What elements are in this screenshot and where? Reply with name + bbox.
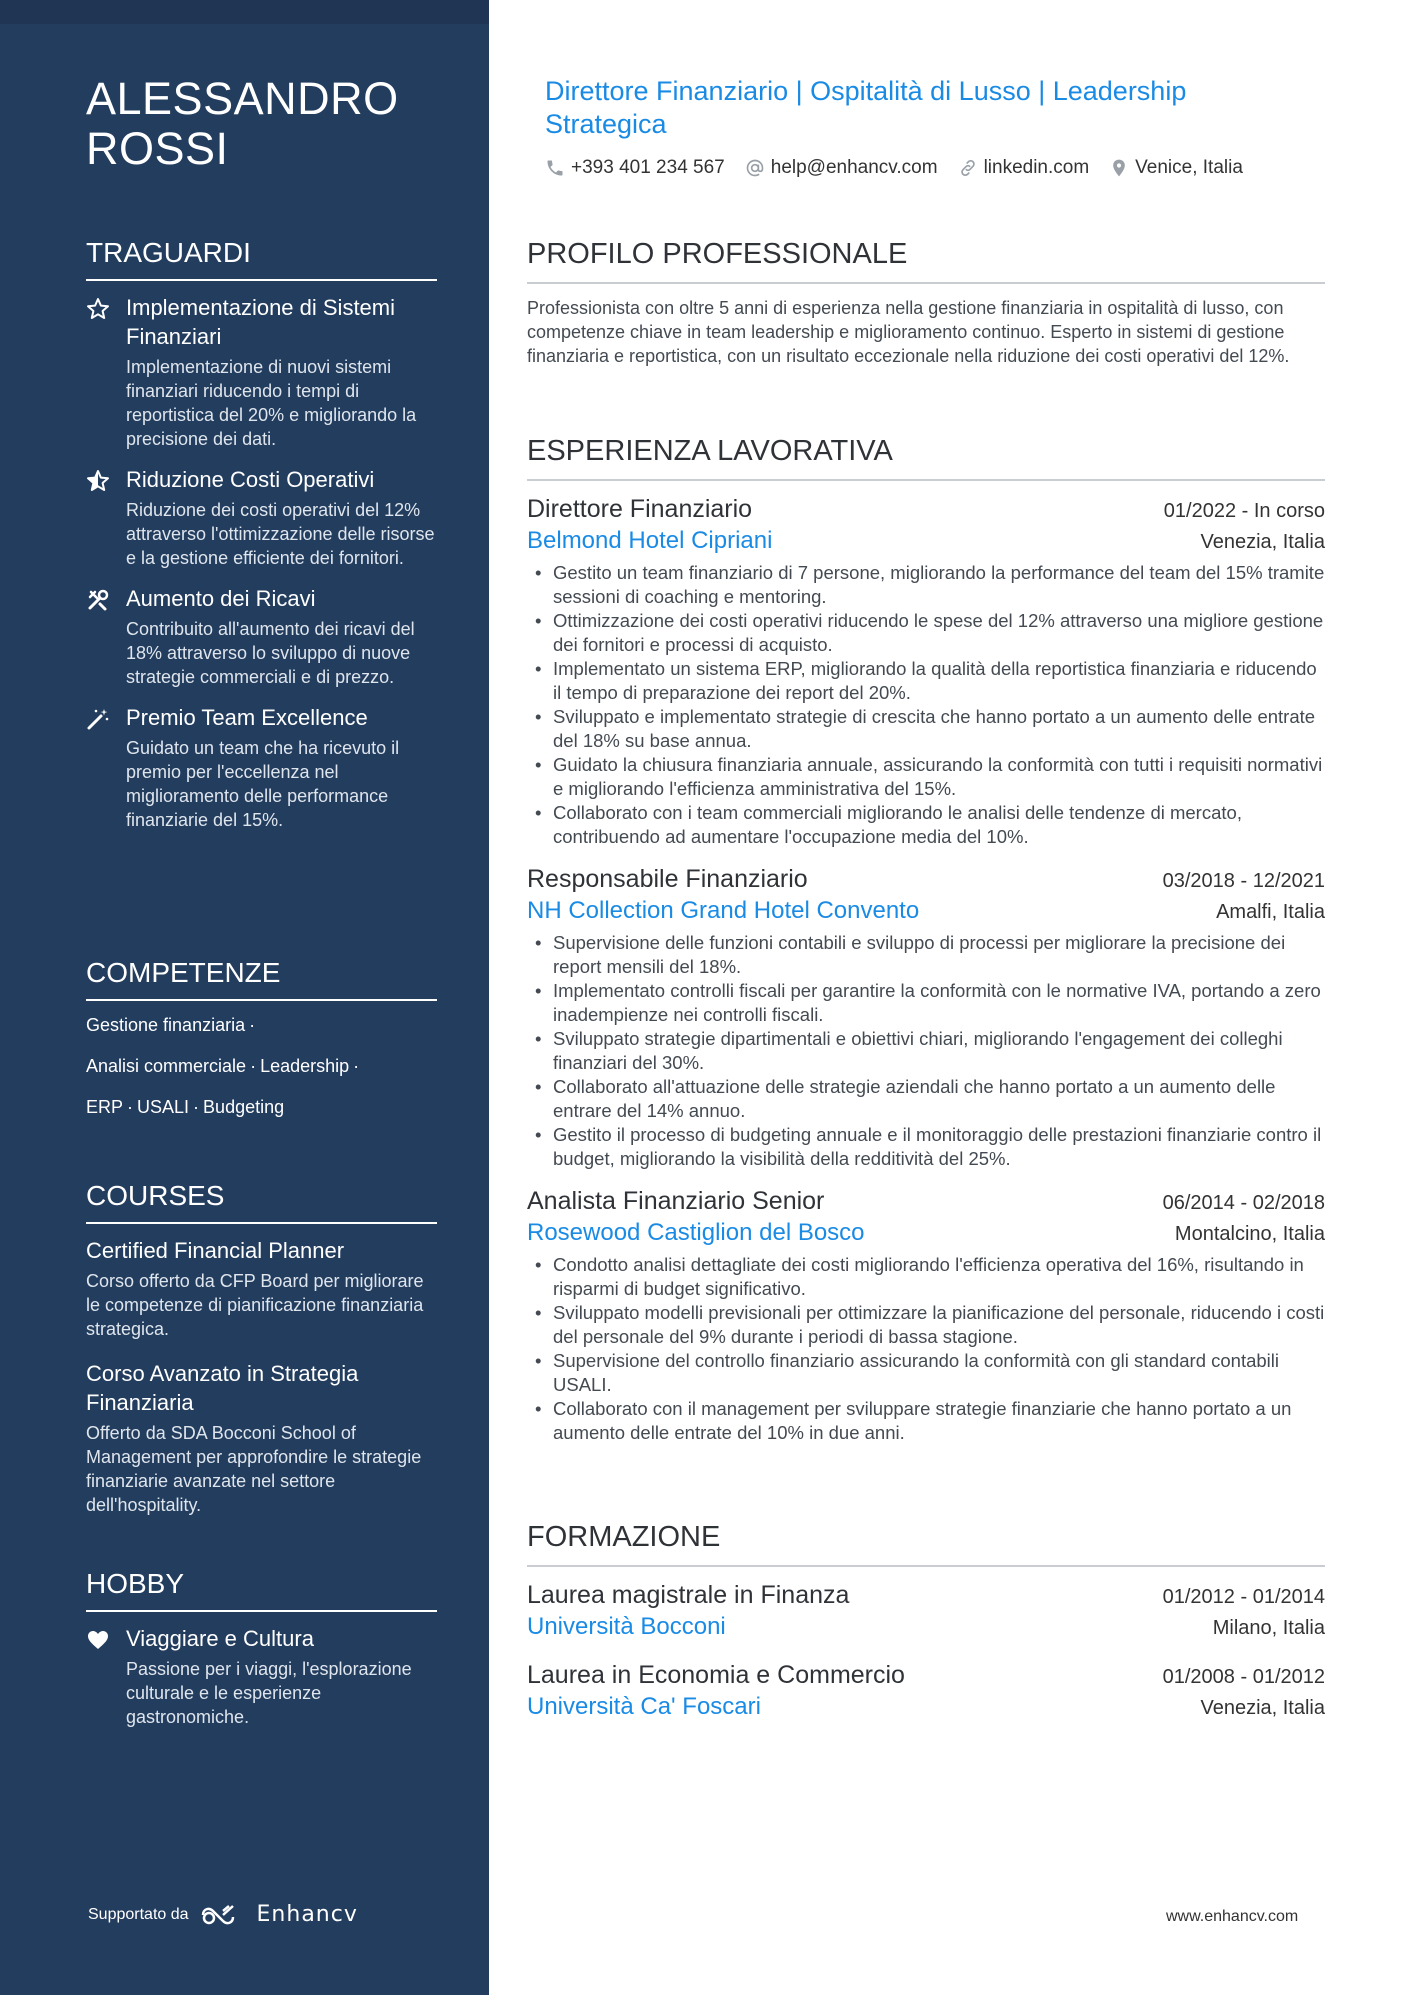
magic-wand-icon <box>86 707 110 731</box>
course-desc: Offerto da SDA Bocconi School of Management per approfondire le strategie finanziarie avanzate nel settore dell'hospitality. <box>86 1423 422 1515</box>
skill-tag: USALI <box>137 1097 190 1117</box>
education-dates: 01/2012 - 01/2014 <box>1162 1586 1325 1608</box>
email-text: help@enhancv.com <box>770 157 938 178</box>
enhancv-logo-icon <box>199 1903 247 1927</box>
school-name: Università Ca' Foscari <box>527 1693 761 1720</box>
achievements-section <box>86 236 437 846</box>
job-bullet: • Implementato controlli fiscali per garantire la conformità con le normative IVA, portando a zero inadempienze nei controlli fiscali. <box>527 979 1325 1027</box>
company-name: Belmond Hotel Cipriani <box>527 527 773 554</box>
job-bullet: • Condotto analisi dettagliate dei costi migliorando l'efficienza operativa del 16%, risultando in risparmi di budget significativo. <box>527 1253 1325 1301</box>
job-bullets <box>527 561 1325 849</box>
job-bullet: • Sviluppato strategie dipartimentali e obiettivi chiari, migliorando l'engagement dei colleghi finanziari del 30%. <box>527 1027 1325 1075</box>
degree-title: Laurea in Economia e Commercio <box>527 1661 905 1689</box>
achievement-desc: Riduzione dei costi operativi del 12% attraverso l'ottimizzazione delle risorse e la gestione efficiente dei fornitori. <box>126 500 435 568</box>
job-entry <box>527 1185 1325 1445</box>
job-dates: 03/2018 - 12/2021 <box>1162 870 1325 892</box>
location-text: Venice, Italia <box>1135 157 1243 178</box>
hobby-desc: Passione per i viaggi, l'esplorazione culturale e le esperienze gastronomiche. <box>126 1659 412 1727</box>
experience-section <box>527 433 1325 1459</box>
course-item <box>86 1236 437 1341</box>
link-icon <box>958 158 978 178</box>
job-bullet: • Sviluppato e implementato strategie di crescita che hanno portato a un aumento delle entrate del 18% su base annua. <box>527 705 1325 753</box>
star-outline-icon <box>86 297 110 321</box>
course-item <box>86 1359 437 1517</box>
job-title: Direttore Finanziario <box>527 495 753 523</box>
candidate-name <box>86 74 399 174</box>
phone-text: +393 401 234 567 <box>571 157 725 178</box>
course-desc: Corso offerto da CFP Board per migliorare le competenze di pianificazione finanziaria strategica. <box>86 1271 424 1339</box>
education-location: Milano, Italia <box>1212 1617 1325 1639</box>
job-bullet: • Collaborato all'attuazione delle strategie aziendali che hanno portato a un aumento delle entrare del 14% annuo. <box>527 1075 1325 1123</box>
sidebar-top-strip <box>0 0 489 24</box>
profile-title: PROFILO PROFESSIONALE <box>527 236 1325 284</box>
hobby-title: HOBBY <box>86 1567 437 1612</box>
skill-tag: ERP <box>86 1097 124 1117</box>
job-bullet: • Supervisione del controllo finanziario assicurando la conformità con gli standard contabili USALI. <box>527 1349 1325 1397</box>
education-section <box>527 1519 1325 1739</box>
hobby-item <box>86 1624 437 1729</box>
achievement-title: Riduzione Costi Operativi <box>126 467 375 492</box>
achievement-item <box>86 584 437 689</box>
skill-tag: Leadership <box>260 1056 350 1076</box>
job-dates: 06/2014 - 02/2018 <box>1162 1192 1325 1214</box>
education-entry <box>527 1659 1325 1723</box>
education-entry <box>527 1579 1325 1643</box>
hobby-title-text: Viaggiare e Cultura <box>126 1626 314 1651</box>
powered-by-label: Supportato da <box>88 1905 189 1923</box>
contact-email[interactable] <box>745 157 938 179</box>
contact-phone[interactable] <box>545 157 725 179</box>
linkedin-text: linkedin.com <box>983 157 1090 178</box>
achievement-desc: Guidato un team che ha ricevuto il premio per l'eccellenza nel miglioramento delle performance finanziarie del 15%. <box>126 738 400 830</box>
skill-tag: Gestione finanziaria <box>86 1015 246 1035</box>
course-title: Corso Avanzato in Strategia Finanziaria <box>86 1361 359 1415</box>
powered-by <box>88 1902 358 1927</box>
course-title: Certified Financial Planner <box>86 1238 345 1263</box>
courses-section <box>86 1179 437 1535</box>
skill-tag: Budgeting <box>203 1097 285 1117</box>
hobby-section <box>86 1567 437 1743</box>
job-bullet: • Ottimizzazione dei costi operativi riducendo le spese del 12% attraverso una migliore gestione dei fornitori e processi di acquisto. <box>527 609 1325 657</box>
achievement-item <box>86 293 437 451</box>
skills-section <box>86 956 437 1136</box>
at-icon <box>745 158 765 178</box>
achievement-item <box>86 465 437 570</box>
degree-title: Laurea magistrale in Finanza <box>527 1581 850 1609</box>
heart-icon <box>86 1628 110 1652</box>
job-bullet: • Collaborato con il management per sviluppare strategie finanziarie che hanno portato a un aumento delle entrate del 10% in due anni. <box>527 1397 1325 1445</box>
achievement-item <box>86 703 437 832</box>
achievement-title: Premio Team Excellence <box>126 705 368 730</box>
job-bullet: • Gestito il processo di budgeting annuale e il monitoraggio delle prestazioni finanziarie contro il budget, migliorando la visibilità della redditività del 25%. <box>527 1123 1325 1171</box>
achievement-title: Aumento dei Ricavi <box>126 586 316 611</box>
job-bullet: • Implementato un sistema ERP, migliorando la qualità della reportistica finanziaria e riducendo il tempo di preparazione dei report del 20%. <box>527 657 1325 705</box>
job-title: Responsabile Finanziario <box>527 865 808 893</box>
job-bullets <box>527 1253 1325 1445</box>
experience-title: ESPERIENZA LAVORATIVA <box>527 433 1325 481</box>
job-bullets <box>527 931 1325 1171</box>
skills-line: Gestione finanziaria · <box>86 1015 256 1035</box>
contact-bar <box>545 157 1243 179</box>
job-dates: 01/2022 - In corso <box>1163 500 1325 522</box>
last-name: ROSSI <box>86 123 229 174</box>
education-dates: 01/2008 - 01/2012 <box>1162 1666 1325 1688</box>
star-half-icon <box>86 469 110 493</box>
first-name: ALESSANDRO <box>86 73 399 124</box>
job-title: Analista Finanziario Senior <box>527 1187 825 1215</box>
job-bullet: • Gestito un team finanziario di 7 persone, migliorando la performance del team del 15% tramite sessioni di coaching e mentoring. <box>527 561 1325 609</box>
profile-summary: Professionista con oltre 5 anni di esperienza nella gestione finanziaria in ospitalità di lusso, con competenze chiave in team leadership e miglioramento continuo. Esperto in sistemi di gestione finanziaria e reportistica, con un risultato eccezionale nella riduzione dei costi operativi del 12%. <box>527 298 1290 366</box>
job-entry <box>527 493 1325 849</box>
contact-location <box>1109 157 1243 179</box>
company-name: NH Collection Grand Hotel Convento <box>527 897 920 924</box>
profile-section <box>527 236 1325 368</box>
skill-tag: Analisi commerciale <box>86 1056 247 1076</box>
job-entry <box>527 863 1325 1171</box>
job-location: Amalfi, Italia <box>1216 901 1325 923</box>
sidebar <box>0 0 489 1995</box>
job-location: Venezia, Italia <box>1200 531 1325 553</box>
job-bullet: • Guidato la chiusura finanziaria annuale, assicurando la conformità con tutti i requisiti normativi e migliorando l'efficienza amministrativa del 15%. <box>527 753 1325 801</box>
footer-url[interactable]: www.enhancv.com <box>1166 1908 1299 1925</box>
powered-by-brand: Enhancv <box>256 1902 358 1927</box>
job-bullet: • Supervisione delle funzioni contabili e sviluppo di processi per migliorare la precisione dei report mensili del 18%. <box>527 931 1325 979</box>
company-name: Rosewood Castiglion del Bosco <box>527 1219 865 1246</box>
headline: Direttore Finanziario | Ospitalità di Lusso | Leadership Strategica <box>545 76 1187 139</box>
achievement-desc: Contribuito all'aumento dei ricavi del 18% attraverso lo sviluppo di nuove strategie commerciali e di prezzo. <box>126 619 415 687</box>
skills-line: Analisi commerciale · Leadership · <box>86 1056 360 1076</box>
phone-icon <box>545 158 565 178</box>
courses-title: COURSES <box>86 1179 437 1224</box>
achievement-title: Implementazione di Sistemi Finanziari <box>126 295 396 349</box>
school-name: Università Bocconi <box>527 1613 726 1640</box>
job-location: Montalcino, Italia <box>1174 1223 1325 1245</box>
achievement-desc: Implementazione di nuovi sistemi finanziari riducendo i tempi di reportistica del 20% e migliorando la precisione dei dati. <box>126 357 417 449</box>
job-bullet: • Sviluppato modelli previsionali per ottimizzare la pianificazione del personale, riducendo i costi del personale del 9% durante i periodi di bassa stagione. <box>527 1301 1325 1349</box>
job-bullet: • Collaborato con i team commerciali migliorando le analisi delle tendenze di mercato, contribuendo ad aumentare l'occupazione media del 10%. <box>527 801 1325 849</box>
achievements-title: TRAGUARDI <box>86 236 437 281</box>
tools-icon <box>86 588 110 612</box>
contact-linkedin[interactable] <box>958 157 1090 179</box>
education-location: Venezia, Italia <box>1200 1697 1325 1719</box>
skills-title: COMPETENZE <box>86 956 437 1001</box>
education-title: FORMAZIONE <box>527 1519 1325 1567</box>
location-pin-icon <box>1109 158 1129 178</box>
skills-line: ERP · USALI · Budgeting <box>86 1097 285 1117</box>
